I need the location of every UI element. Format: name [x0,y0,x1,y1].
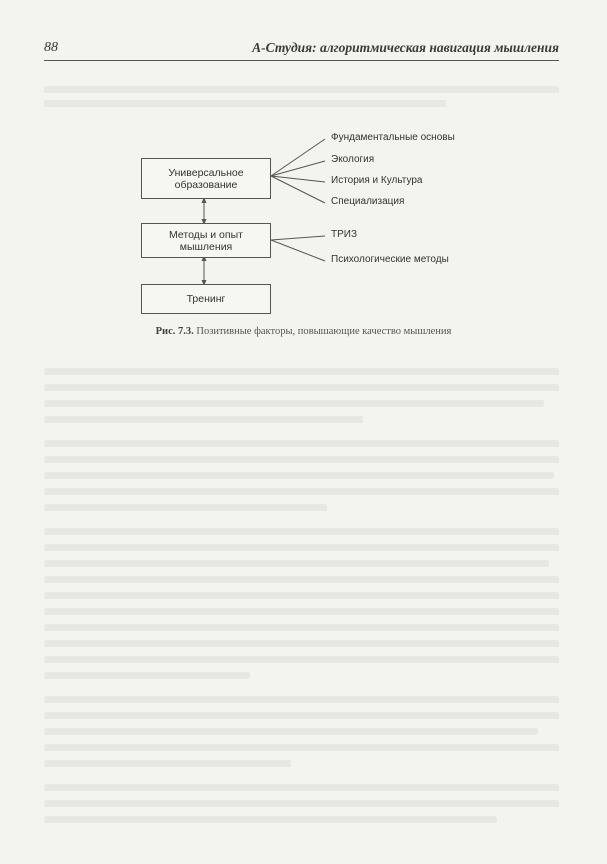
box-thinking-methods [141,223,271,258]
faded-line [44,504,327,511]
branch-line [271,236,325,240]
branch-line [271,240,325,261]
faded-line [44,528,559,535]
faded-line [44,384,559,391]
faded-line [44,624,559,631]
figure-caption [0,326,607,337]
faded-line [44,760,291,767]
faded-line [44,544,559,551]
faded-line [44,712,559,719]
faded-line [44,816,497,823]
faded-line [44,728,538,735]
branch-line [271,176,325,203]
faded-line [44,440,559,447]
faded-line [44,656,559,663]
faded-line [44,696,559,703]
branch-label: История и Культура [331,175,423,186]
faded-line [44,560,549,567]
figure-number: Рис. 7.3. [155,326,194,337]
faded-line [44,456,559,463]
faded-line [44,608,559,615]
branch-line [271,176,325,182]
faded-line [44,416,363,423]
running-title: А-Студия: алгоритмическая навигация мышления [252,40,559,55]
box-universal-education [141,158,271,199]
box-label: Универсальное образование [168,166,244,191]
branch-label: ТРИЗ [331,229,358,240]
branch-label: Фундаментальные основы [331,132,455,143]
faded-line [44,592,559,599]
faded-line [44,488,559,495]
faded-text-body [44,360,559,840]
branch-line [271,161,325,176]
faded-line [44,672,250,679]
faded-line [44,400,544,407]
box-training [141,284,271,314]
branch-label: Экология [331,154,375,165]
branch-label: Специализация [331,196,405,207]
faded-line [44,576,559,583]
branch-label: Психологические методы [331,254,449,265]
faded-line [44,640,559,647]
branch-line [271,139,325,176]
faded-line [44,800,559,807]
box-label: Методы и опыт мышления [169,228,243,253]
faded-line [44,368,559,375]
box-label: Тренинг [186,293,226,305]
faded-line [44,784,559,791]
faded-line [44,472,554,479]
faded-line [44,744,559,751]
caption-text: Позитивные факторы, повышающие качество мышления [196,326,452,337]
page-number: 88 [44,40,58,55]
